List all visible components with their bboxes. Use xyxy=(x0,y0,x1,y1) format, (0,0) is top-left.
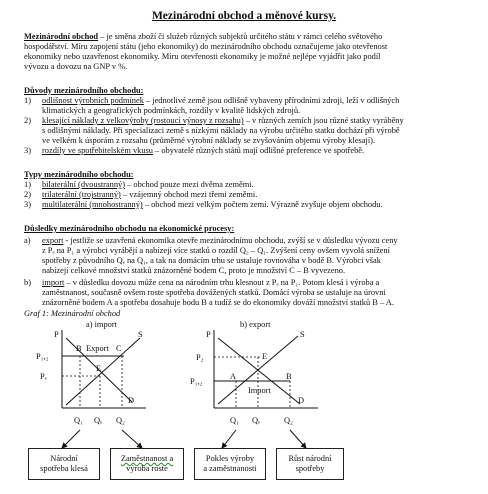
reason-3-lead: rozdíly ve spotřebitelském vkusu xyxy=(42,146,153,155)
right-qe-label: Qₑ xyxy=(252,416,261,425)
right-p12-label: P₁,₂ xyxy=(190,377,203,386)
box-consumption-falls xyxy=(28,448,100,480)
type-1-num: 1) xyxy=(24,180,31,189)
left-d-label: D xyxy=(128,396,135,405)
left-graph-label: a) import xyxy=(86,320,117,329)
right-q1-label: Q₁ xyxy=(230,416,239,425)
impact-b-line-3: znázorněné bodem A a spotřeba dosahuje bodu B a tudíž se do ekonomiky dováží množství statků B – A. xyxy=(42,298,394,307)
box-employment-rises xyxy=(110,448,184,480)
reason-2-line-2: s odlišnými náklady. Při specializaci země s nízkými náklady na výrobu určitého statku dochází při výrobě xyxy=(42,126,400,135)
impacts-heading: Důsledky mezinárodního obchodu na ekonomické procesy: xyxy=(24,224,235,233)
reason-2-lead: klesající náklady z velkovýroby (rostoucí výnosy z rozsahu) xyxy=(42,116,244,125)
right-import-label: Import xyxy=(248,386,271,395)
reasons-heading: Důvody mezinárodního obchodu: xyxy=(24,86,144,95)
left-p12-label: P₁,₂ xyxy=(36,352,49,361)
reason-3-text: – obyvatelé různých států mají odlišné preference ve spotřebě. xyxy=(152,146,365,155)
type-2-lead: trilaterální (trojstranný) xyxy=(42,190,121,199)
reason-1-lead: odlišnost výrobních podmínek xyxy=(42,96,144,105)
impact-a-line-3: spotřeby z původního Qₑ na Q₁, a tak na domácím trhu se ustaluje rovnováha v bodě B. Výrobci však xyxy=(42,256,381,265)
arrow-to-box-4 xyxy=(290,430,306,448)
right-d-label: D xyxy=(298,396,305,405)
intro-line-3: ekonomiky nebo uzavřenost ekonomiky. Míru otevřenosti ekonomiky je možné nejlépe vyjádřit jako podíl xyxy=(24,52,381,61)
right-point-b: B xyxy=(286,372,292,381)
right-q2-label: Q₂ xyxy=(284,416,293,425)
right-p2-label: P₂ xyxy=(196,353,204,362)
type-2-text: – vzájemný obchod mezi třemi zeměmi. xyxy=(120,190,258,199)
right-s-label: S xyxy=(300,330,305,339)
type-3-num: 3) xyxy=(24,200,31,209)
box-2-line-1: Zaměstnanost a xyxy=(120,454,174,463)
box-1-line-1: Národní xyxy=(50,454,78,463)
type-2-num: 2) xyxy=(24,190,31,199)
impact-b-lead: import xyxy=(42,278,65,287)
reason-2-line-3: ve velkém k úsporám z rozsahu (průměrné výrobní náklady se zvyšováním objemu výroby klesají). xyxy=(42,136,376,145)
intro-line-2: hospodářství. Míru zapojení státu (jeho ekonomiky) do mezinárodního obchodu označujeme jako otevřenost xyxy=(24,42,388,51)
impact-b-line-2: zaměstnanost, současně ovšem roste spotřeba dovážených statků. Domácí výroba se ustaluje na úrovni xyxy=(42,288,386,297)
type-3-text: – obchod mezi velkým počtem zemí. Výrazně zvyšuje objem obchodu. xyxy=(142,200,383,209)
right-point-e: E xyxy=(262,352,268,361)
arrow-to-box-2 xyxy=(122,430,142,448)
impact-a-text: - jestliže se uzavřená ekonomika otevře mezinárodnímu obchodu, zvýší se v důsledku vývozu ceny xyxy=(63,236,398,245)
type-3-lead: multilaterální (mnohostranný) xyxy=(42,200,143,209)
box-consumption-rises xyxy=(276,448,344,480)
intro-line-4: vývozu a dovozu na GNP v %. xyxy=(24,62,128,71)
left-export-label: Export xyxy=(86,344,109,353)
connector-arrows xyxy=(62,430,306,448)
box-3-line-2: a zaměstnanosti xyxy=(203,464,257,473)
box-2-line-2: výroba roste xyxy=(126,464,168,473)
left-point-b: B xyxy=(76,344,82,353)
page-title: Mezinárodní obchod a měnové kursy. xyxy=(151,10,337,22)
impact-a-num: a) xyxy=(24,236,31,245)
left-pe-label: Pₑ xyxy=(40,372,47,381)
box-1-line-2: spotřeba klesá xyxy=(40,464,88,473)
impact-a-lead: export xyxy=(42,236,64,245)
type-1-lead: bilaterální (dvoustranný) xyxy=(42,180,126,189)
left-q1-label: Q₁ xyxy=(74,416,83,425)
left-qe-label: Qₑ xyxy=(94,416,103,425)
impact-b-num: b) xyxy=(24,278,31,287)
right-point-a: A xyxy=(230,372,237,381)
arrow-to-box-3 xyxy=(222,430,236,448)
left-point-e: E xyxy=(96,364,102,373)
right-p-axis-label: P xyxy=(206,330,211,339)
impact-b-text: – v důsledku dovozu může cena na národním trhu klesnout z Pₑ na P₁. Potom klesá i výroba a xyxy=(64,278,380,287)
arrow-to-box-1 xyxy=(62,430,80,448)
intro-term: Mezinárodní obchod xyxy=(24,32,99,41)
reason-2-text: – v různých zemích jsou různé statky vyráběny xyxy=(243,116,404,125)
types-heading: Typy mezinárodního obchodu: xyxy=(24,170,134,179)
left-q2-label: Q₂ xyxy=(116,416,125,425)
intro-text-1: – je směna zboží či služeb různých subjektů určitého státu v rámci celého světového xyxy=(98,32,383,41)
reason-1-text: – jednotlivé země jsou odlišně vybaveny přírodními zdroji, leží v odlišných xyxy=(143,96,400,105)
type-1-text: – obchod pouze mezi dvěma zeměmi. xyxy=(125,180,254,189)
box-production-falls xyxy=(194,448,266,480)
left-p-axis-label: P xyxy=(54,330,59,339)
graph-caption: Graf 1: Mezinárodní obchod xyxy=(24,309,121,318)
impact-a-line-4: nabízejí celkové množství statků znázorněné bodem C, proto je množství C – B vyvezeno. xyxy=(42,266,346,275)
left-s-label: S xyxy=(138,330,143,339)
reason-3-num: 3) xyxy=(24,146,31,155)
right-graph-label: b) export xyxy=(240,320,271,329)
impact-a-line-2: z Pₑ na P₁ a výrobci vyrábějí a nabízejí více statků o rozdíl Q₂ – Q₁. Zvýšení ceny ovšem vyvolá snížení xyxy=(42,246,390,255)
reason-2-num: 2) xyxy=(24,116,31,125)
reason-1-num: 1) xyxy=(24,96,31,105)
reason-1-line-2: klimatických a geografických podmínkách, rozdíly v kvalitě lidských zdrojů. xyxy=(42,106,301,115)
box-3-line-1: Pokles výroby xyxy=(205,454,255,463)
box-4-line-2: spotřeby xyxy=(295,464,325,473)
left-point-c: C xyxy=(116,344,122,353)
box-4-line-1: Růst národní xyxy=(288,454,332,463)
